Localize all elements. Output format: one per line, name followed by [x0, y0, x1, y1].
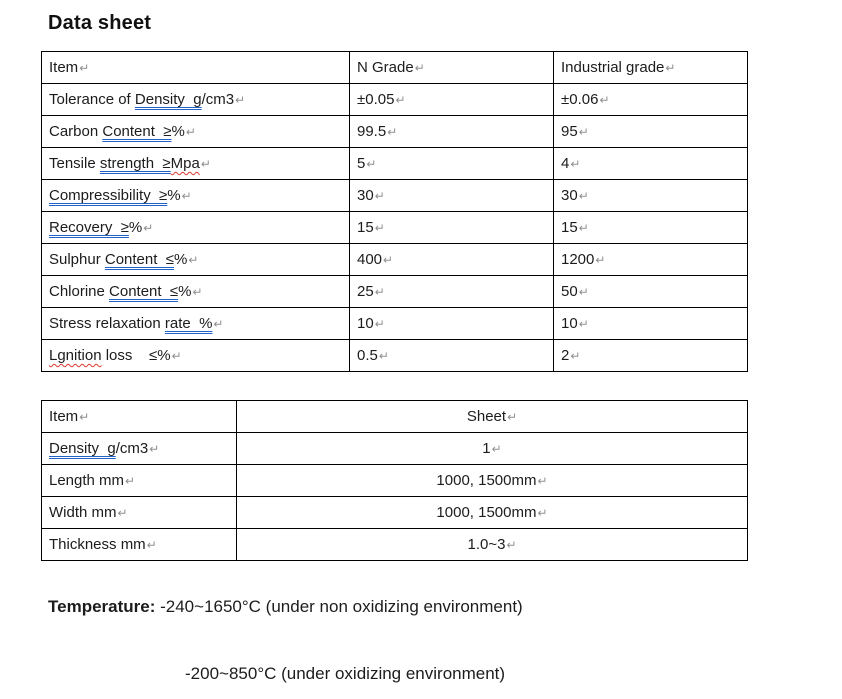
table-cell: [42, 212, 350, 244]
table-cell: [42, 308, 350, 340]
table-cell: [350, 212, 554, 244]
text-run: 15: [357, 219, 374, 236]
temperature-line-1-text: -240~1650°C (under non oxidizing environment): [155, 597, 533, 616]
text-run: ±0.06: [561, 91, 599, 108]
cell-return-mark: ↵: [374, 189, 385, 203]
table-row: [42, 212, 748, 244]
table-row: [42, 308, 748, 340]
table-cell: [237, 497, 748, 529]
page-title-text: Data sheet: [48, 12, 152, 34]
cell-return-mark: ↵: [387, 125, 398, 139]
text-run: 400: [357, 251, 383, 268]
table-cell: [350, 340, 554, 372]
table-cell: [350, 276, 554, 308]
text-run: %: [167, 187, 181, 204]
text-run: 1: [482, 440, 491, 457]
table-row: [42, 244, 748, 276]
grammar-underlined-text: Content ≤: [109, 283, 179, 300]
grammar-underlined-text: Content ≤: [104, 251, 174, 268]
size-table: [41, 400, 748, 561]
text-run: Length mm: [49, 472, 125, 489]
cell-return-mark: ↵: [578, 317, 589, 331]
text-run: Width mm: [49, 504, 117, 521]
text-run: 15: [561, 219, 578, 236]
grammar-underlined-text: Compressibility ≥: [49, 187, 168, 204]
spec-table-body: [42, 52, 748, 372]
table-cell: [42, 84, 350, 116]
size-table-body: [42, 401, 748, 561]
table-cell: [554, 212, 748, 244]
text-run: Tensile: [49, 155, 100, 172]
table-cell: [350, 116, 554, 148]
cell-return-mark: ↵: [578, 221, 589, 235]
text-run: 10: [561, 315, 578, 332]
cell-return-mark: ↵: [378, 349, 389, 363]
table-row: [42, 148, 748, 180]
table-cell: [237, 529, 748, 561]
table-cell: [42, 340, 350, 372]
grammar-underlined-text: Content ≥: [102, 123, 172, 140]
table-cell: [554, 308, 748, 340]
text-run: 1.0~3: [467, 536, 506, 553]
spec-table: [41, 51, 748, 372]
table-header-row: [42, 401, 748, 433]
table-cell: [554, 52, 748, 84]
text-run: 2: [561, 347, 570, 364]
cell-return-mark: ↵: [537, 506, 548, 520]
cell-return-mark: ↵: [578, 285, 589, 299]
text-run: 4: [561, 155, 570, 172]
cell-return-mark: ↵: [200, 157, 211, 171]
table-cell: [42, 401, 237, 433]
table-cell: [350, 244, 554, 276]
cell-return-mark: ↵: [491, 442, 502, 456]
table-cell: [554, 276, 748, 308]
text-run: 0.5: [357, 347, 378, 364]
text-run: /cm3: [115, 440, 149, 457]
grammar-underlined-text: strength ≥: [99, 155, 171, 172]
text-run: Carbon: [49, 123, 103, 140]
cell-return-mark: ↵: [395, 93, 406, 107]
table-cell: [350, 52, 554, 84]
text-run: Industrial grade: [561, 59, 665, 76]
cell-return-mark: ↵: [185, 125, 196, 139]
table-cell: [350, 84, 554, 116]
text-run: Sheet: [466, 408, 507, 425]
table-cell: [42, 276, 350, 308]
text-run: /cm3: [201, 91, 235, 108]
table-cell: [350, 180, 554, 212]
text-run: Item: [49, 408, 79, 425]
cell-return-mark: ↵: [79, 61, 90, 75]
table-cell: [554, 84, 748, 116]
cell-return-mark: ↵: [188, 253, 199, 267]
text-run: 1000, 1500mm: [436, 472, 537, 489]
cell-return-mark: ↵: [149, 442, 160, 456]
text-run: Thickness mm: [49, 536, 146, 553]
text-run: 99.5: [357, 123, 387, 140]
grammar-underlined-text: Density g: [49, 440, 116, 457]
text-run: 1200: [561, 251, 595, 268]
grammar-underlined-text: Recovery ≥: [49, 219, 129, 236]
text-run: 10: [357, 315, 374, 332]
text-run: loss ≤%: [101, 347, 171, 364]
temperature-label: Temperature:: [48, 597, 156, 616]
table-cell: [237, 433, 748, 465]
grammar-underlined-text: rate %: [164, 315, 213, 332]
text-run: 30: [561, 187, 578, 204]
table-row: [42, 276, 748, 308]
table-cell: [42, 148, 350, 180]
temperature-line-1: [48, 597, 842, 617]
cell-return-mark: ↵: [146, 538, 157, 552]
cell-return-mark: ↵: [595, 253, 606, 267]
text-run: Chlorine: [49, 283, 110, 300]
text-run: %: [171, 123, 185, 140]
table-cell: [237, 401, 748, 433]
text-run: Sulphur: [49, 251, 105, 268]
table-row: [42, 529, 748, 561]
table-row: [42, 497, 748, 529]
table-cell: [42, 433, 237, 465]
cell-return-mark: ↵: [599, 93, 610, 107]
cell-return-mark: ↵: [171, 349, 182, 363]
cell-return-mark: ↵: [374, 285, 385, 299]
cell-return-mark: ↵: [213, 317, 224, 331]
spellcheck-underlined-text: Lgnition: [49, 347, 102, 364]
temperature-line-2-text: -200~850°C (under oxidizing environment): [185, 664, 506, 683]
text-run: 95: [561, 123, 578, 140]
table-cell: [554, 180, 748, 212]
cell-return-mark: ↵: [578, 189, 589, 203]
spellcheck-underlined-text: Mpa: [170, 155, 200, 172]
table-row: [42, 340, 748, 372]
table-cell: [42, 529, 237, 561]
cell-return-mark: ↵: [181, 189, 192, 203]
text-run: N Grade: [357, 59, 414, 76]
cell-return-mark: ↵: [366, 157, 377, 171]
text-run: 30: [357, 187, 374, 204]
cell-return-mark: ↵: [537, 474, 548, 488]
table-cell: [42, 180, 350, 212]
table-cell: [42, 116, 350, 148]
table-cell: [350, 148, 554, 180]
table-cell: [42, 244, 350, 276]
cell-return-mark: ↵: [117, 506, 128, 520]
cell-return-mark: ↵: [578, 125, 589, 139]
cell-return-mark: ↵: [506, 538, 517, 552]
cell-return-mark: ↵: [143, 221, 154, 235]
cell-return-mark: ↵: [570, 349, 581, 363]
cell-return-mark: ↵: [665, 61, 676, 75]
text-run: ±0.05: [357, 91, 395, 108]
table-header-row: [42, 52, 748, 84]
cell-return-mark: ↵: [507, 410, 518, 424]
cell-return-mark: ↵: [374, 317, 385, 331]
text-run: Item: [49, 59, 79, 76]
text-run: 25: [357, 283, 374, 300]
cell-return-mark: ↵: [79, 410, 90, 424]
cell-return-mark: ↵: [235, 93, 246, 107]
grammar-underlined-text: Density g: [134, 91, 202, 108]
table-cell: [554, 340, 748, 372]
table-cell: [350, 308, 554, 340]
table-cell: [42, 465, 237, 497]
cell-return-mark: ↵: [192, 285, 203, 299]
text-run: %: [128, 219, 143, 236]
table-row: [42, 116, 748, 148]
cell-return-mark: ↵: [414, 61, 425, 75]
text-run: Stress relaxation: [49, 315, 165, 332]
temperature-line-2: [185, 664, 842, 684]
table-cell: [42, 52, 350, 84]
cell-return-mark: ↵: [125, 474, 136, 488]
page-title: [48, 12, 842, 35]
text-run: 50: [561, 283, 578, 300]
text-run: 5: [357, 155, 366, 172]
table-row: [42, 433, 748, 465]
text-run: 1000, 1500mm: [436, 504, 537, 521]
text-run: %: [178, 283, 192, 300]
table-row: [42, 180, 748, 212]
table-cell: [42, 497, 237, 529]
text-run: %: [173, 251, 188, 268]
table-cell: [554, 148, 748, 180]
table-cell: [554, 244, 748, 276]
cell-return-mark: ↵: [374, 221, 385, 235]
cell-return-mark: ↵: [383, 253, 394, 267]
cell-return-mark: ↵: [570, 157, 581, 171]
table-row: [42, 465, 748, 497]
table-row: [42, 84, 748, 116]
table-cell: [554, 116, 748, 148]
text-run: Tolerance of: [49, 91, 135, 108]
table-cell: [237, 465, 748, 497]
